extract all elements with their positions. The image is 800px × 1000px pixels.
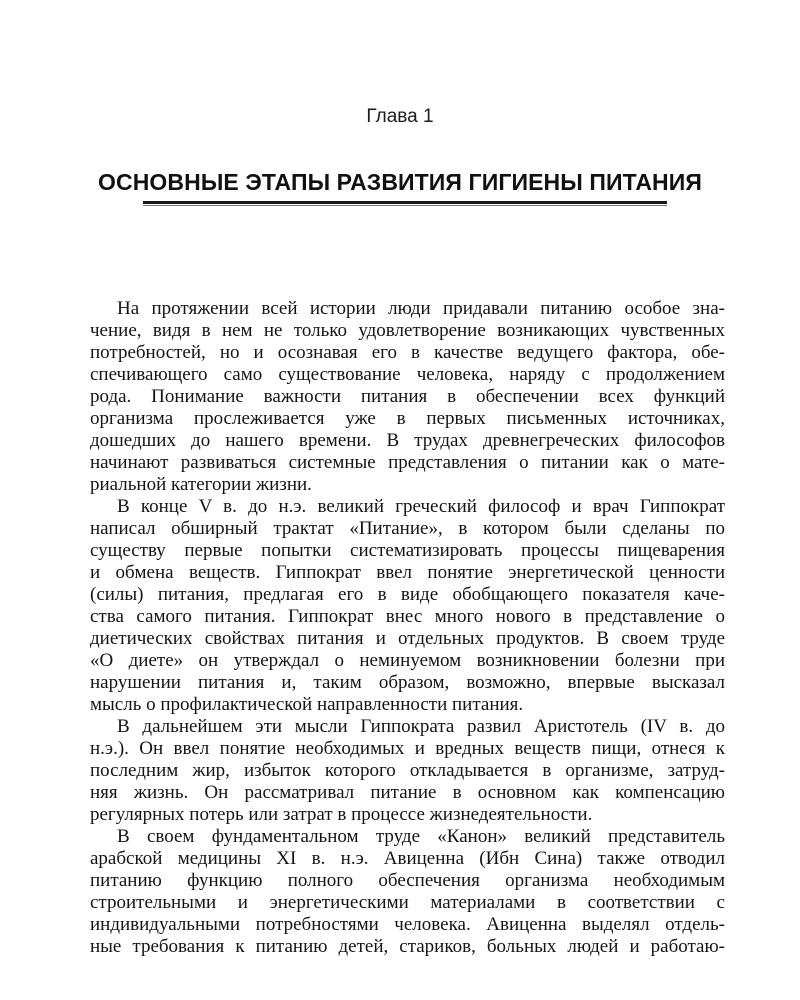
body-text <box>90 298 725 958</box>
title-underline-shadow <box>143 205 667 206</box>
text-line: организма прослеживается уже в первых письменных источниках, <box>90 408 725 430</box>
chapter-number: Глава 1 <box>366 106 434 127</box>
text-line: потребностей, но и осознавая его в качестве ведущего фактора, обе- <box>90 342 725 364</box>
text-line: няя жизнь. Он рассматривал питание в основном как компенсацию <box>90 782 725 804</box>
text-line: дошедших до нашего времени. В трудах древнегреческих философов <box>90 430 725 452</box>
text-line: рода. Понимание важности питания в обеспечении всех функций <box>90 386 725 408</box>
text-line: ные требования к питанию детей, стариков, больных людей и работаю- <box>90 936 725 958</box>
text-line: мысль о профилактической направленности питания. <box>90 694 524 716</box>
text-line: написал обширный трактат «Питание», в котором были сделаны по <box>90 518 725 540</box>
text-line: (силы) питания, предлагая его в виде обобщающего показателя каче- <box>90 584 725 606</box>
text-line: чение, видя в нем не только удовлетворение возникающих чувственных <box>90 320 725 342</box>
text-line: индивидуальными потребностями человека. Авиценна выделял отдель- <box>90 914 725 936</box>
text-line: начинают развиваться системные представления о питании как о мате- <box>90 452 725 474</box>
text-line: регулярных потерь или затрат в процессе жизнедеятельности. <box>90 804 593 826</box>
text-line: арабской медицины XI в. н.э. Авиценна (Ибн Сина) также отводил <box>90 848 725 870</box>
text-line: диетических свойствах питания и отдельных продуктов. В своем труде <box>90 628 725 650</box>
text-line: н.э.). Он ввел понятие необходимых и вредных веществ пищи, отнеся к <box>90 738 725 760</box>
text-line: строительными и энергетическими материалами в соответствии с <box>90 892 725 914</box>
text-line: ства самого питания. Гиппократ внес много нового в представление о <box>90 606 725 628</box>
text-line: последним жир, избыток которого откладывается в организме, затруд- <box>90 760 725 782</box>
text-line: На протяжении всей истории люди придавали питанию особое зна- <box>117 298 725 319</box>
text-line: риальной категории жизни. <box>90 474 312 496</box>
text-line: существу первые попытки систематизировать процессы пищеварения <box>90 540 725 562</box>
text-line: В дальнейшем эти мысли Гиппократа развил Аристотель (IV в. до <box>117 716 725 738</box>
text-line: «О диете» он утверждал о неминуемом возникновении болезни при <box>90 650 725 672</box>
text-line: питанию функцию полного обеспечения организма необходимым <box>90 870 725 892</box>
text-line: спечивающего само существование человека, наряду с продолжением <box>90 364 725 386</box>
text-line: и обмена веществ. Гиппократ ввел понятие энергетической ценности <box>90 562 725 584</box>
text-line: нарушении питания и, таким образом, возможно, впервые высказал <box>90 672 725 694</box>
title-underline <box>143 201 667 204</box>
text-line: В конце V в. до н.э. великий греческий философ и врач Гиппократ <box>117 496 725 518</box>
chapter-title: ОСНОВНЫЕ ЭТАПЫ РАЗВИТИЯ ГИГИЕНЫ ПИТАНИЯ <box>98 169 702 195</box>
text-line: В своем фундаментальном труде «Канон» великий представитель <box>117 826 725 848</box>
